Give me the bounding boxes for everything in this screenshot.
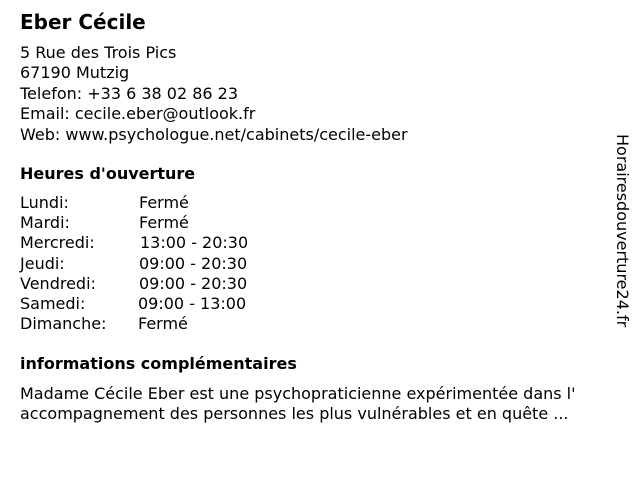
email-address[interactable]: Email: cecile.eber@outlook.fr: [20, 104, 256, 124]
business-name: Eber Cécile: [20, 10, 146, 34]
day-label: Jeudi:: [20, 253, 65, 273]
contact-block: [20, 43, 408, 145]
time-value: 13:00 - 20:30: [140, 233, 249, 253]
time-value: 09:00 - 20:30: [139, 253, 248, 273]
day-label: Mercredi:: [20, 233, 95, 253]
day-label: Dimanche:: [20, 314, 107, 334]
opening-hours-heading: Heures d'ouverture: [20, 164, 196, 183]
time-value: 09:00 - 13:00: [138, 293, 247, 313]
time-value: Fermé: [139, 193, 189, 212]
description-line: Madame Cécile Eber est une psychopraticienne expérimentée dans l': [20, 384, 576, 403]
day-label: Samedi:: [20, 293, 86, 313]
website-link[interactable]: Web: www.psychologue.net/cabinets/cecile-eber: [20, 124, 408, 144]
phone-number[interactable]: Telefon: +33 6 38 02 86 23: [20, 83, 239, 103]
address-city: 67190 Mutzig: [20, 63, 130, 83]
time-value: Fermé: [138, 314, 188, 334]
day-label: Lundi:: [20, 193, 69, 212]
site-watermark: Horairesdouverture24.fr: [613, 134, 632, 328]
description-text: [20, 384, 620, 425]
time-value: Fermé: [139, 213, 189, 233]
address-street: 5 Rue des Trois Pics: [20, 43, 177, 62]
day-label: Mardi:: [20, 213, 70, 233]
time-value: 09:00 - 20:30: [139, 273, 248, 293]
description-line: accompagnement des personnes les plus vulnérables et en quête ...: [20, 404, 569, 424]
day-label: Vendredi:: [20, 273, 96, 293]
additional-info-heading: informations complémentaires: [20, 354, 297, 373]
